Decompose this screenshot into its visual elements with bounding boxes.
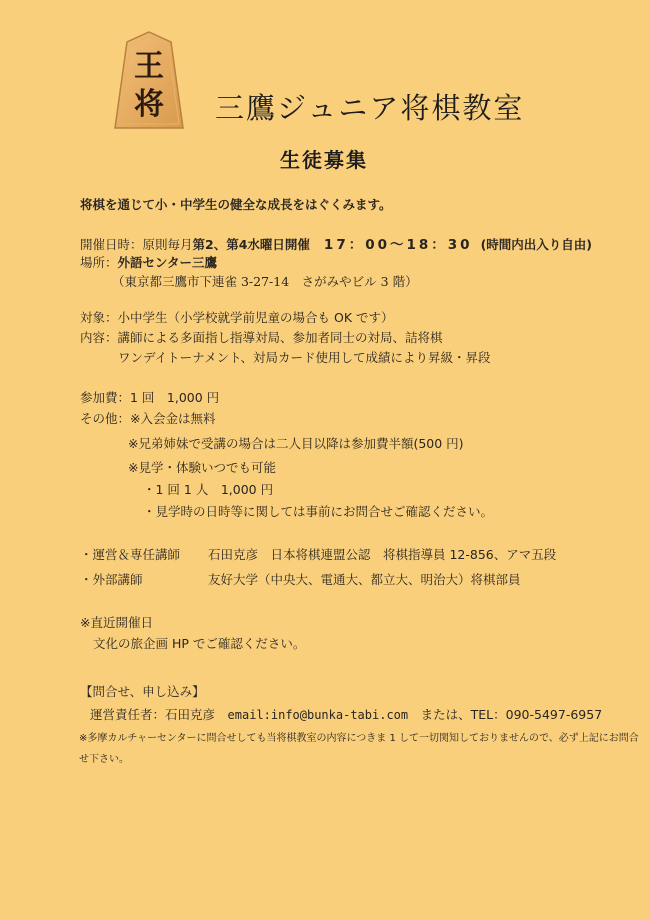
schedule-time: 17：00〜18：30	[323, 237, 473, 253]
contact-email[interactable]: email:info@bunka-tabi.com	[227, 708, 409, 722]
recent-text: 文化の旅企画 HP でご確認ください。	[93, 636, 306, 651]
instructor-main-value: 石田克彦 日本将棋連盟公認 将棋指導員 12-856、アマ五段	[208, 547, 557, 562]
other-sub-1: ・1 回 1 人 1,000 円	[143, 482, 274, 497]
page-title: 三鷹ジュニア将棋教室	[215, 91, 525, 125]
schedule-note: (時間内出入り自由)	[480, 237, 593, 252]
other-label: その他：	[80, 411, 131, 426]
schedule-line	[80, 233, 592, 253]
other-item-3: ※見学・体験いつでも可能	[128, 460, 276, 475]
fee-text: 参加費：1 回 1,000 円	[80, 390, 220, 405]
contact-line	[90, 705, 602, 723]
content-line-1: 内容：講師による多面指し指導対局、参加者同士の対局、詰将棋	[80, 330, 443, 345]
target-text: 対象：小中学生（小学校就学前児童の場合も OK です）	[80, 310, 394, 325]
contact-suffix: または、TEL：090-5497-6957	[408, 707, 603, 722]
schedule-days: 第2、第4水曜日開催	[192, 237, 310, 252]
other-line-1	[80, 409, 216, 427]
logo-char-bottom: 将	[134, 87, 164, 122]
recent-label: ※直近開催日	[80, 615, 153, 630]
contact-prefix: 運営責任者：石田克彦	[90, 707, 228, 722]
venue-label: 場所：	[80, 255, 118, 270]
venue-name: 外語センター三鷹	[117, 255, 218, 270]
shogi-piece-icon	[113, 30, 185, 130]
other-item-1: ※入会金は無料	[130, 411, 216, 426]
intro-text: 将棋を通じて小・中学生の健全な成長をはぐくみます。	[80, 197, 392, 212]
content-line-2: ワンデイトーナメント、対局カード使用して成績により昇級・昇段	[118, 350, 491, 365]
instructor-ext-label: ・外部講師	[80, 572, 143, 587]
schedule-label: 開催日時：原則毎月	[80, 237, 193, 252]
other-sub-2: ・見学時の日時等に関しては事前にお問合せご確認ください。	[143, 504, 494, 519]
other-item-2: ※兄弟姉妹で受講の場合は二人目以降は参加費半額(500 円)	[128, 436, 464, 451]
instructor-main-label: ・運営＆専任講師	[80, 547, 181, 562]
contact-note-2: せ下さい。	[79, 754, 129, 765]
venue-line	[80, 253, 217, 271]
instructor-ext-value: 友好大学（中央大、電通大、都立大、明治大）将棋部員	[208, 572, 521, 587]
contact-note-1: ※多摩カルチャーセンターに問合せしても当将棋教室の内容につきま 1 して一切関知しておりませんので、必ず上記にお問合	[79, 733, 639, 744]
contact-heading: 【問合せ、申し込み】	[80, 684, 205, 699]
venue-address: （東京都三鷹市下連雀 3-27-14 さがみやビル 3 階）	[112, 274, 418, 289]
page-subtitle: 生徒募集	[280, 148, 368, 172]
shogi-piece-logo	[113, 30, 185, 130]
logo-char-top: 王	[134, 49, 164, 84]
